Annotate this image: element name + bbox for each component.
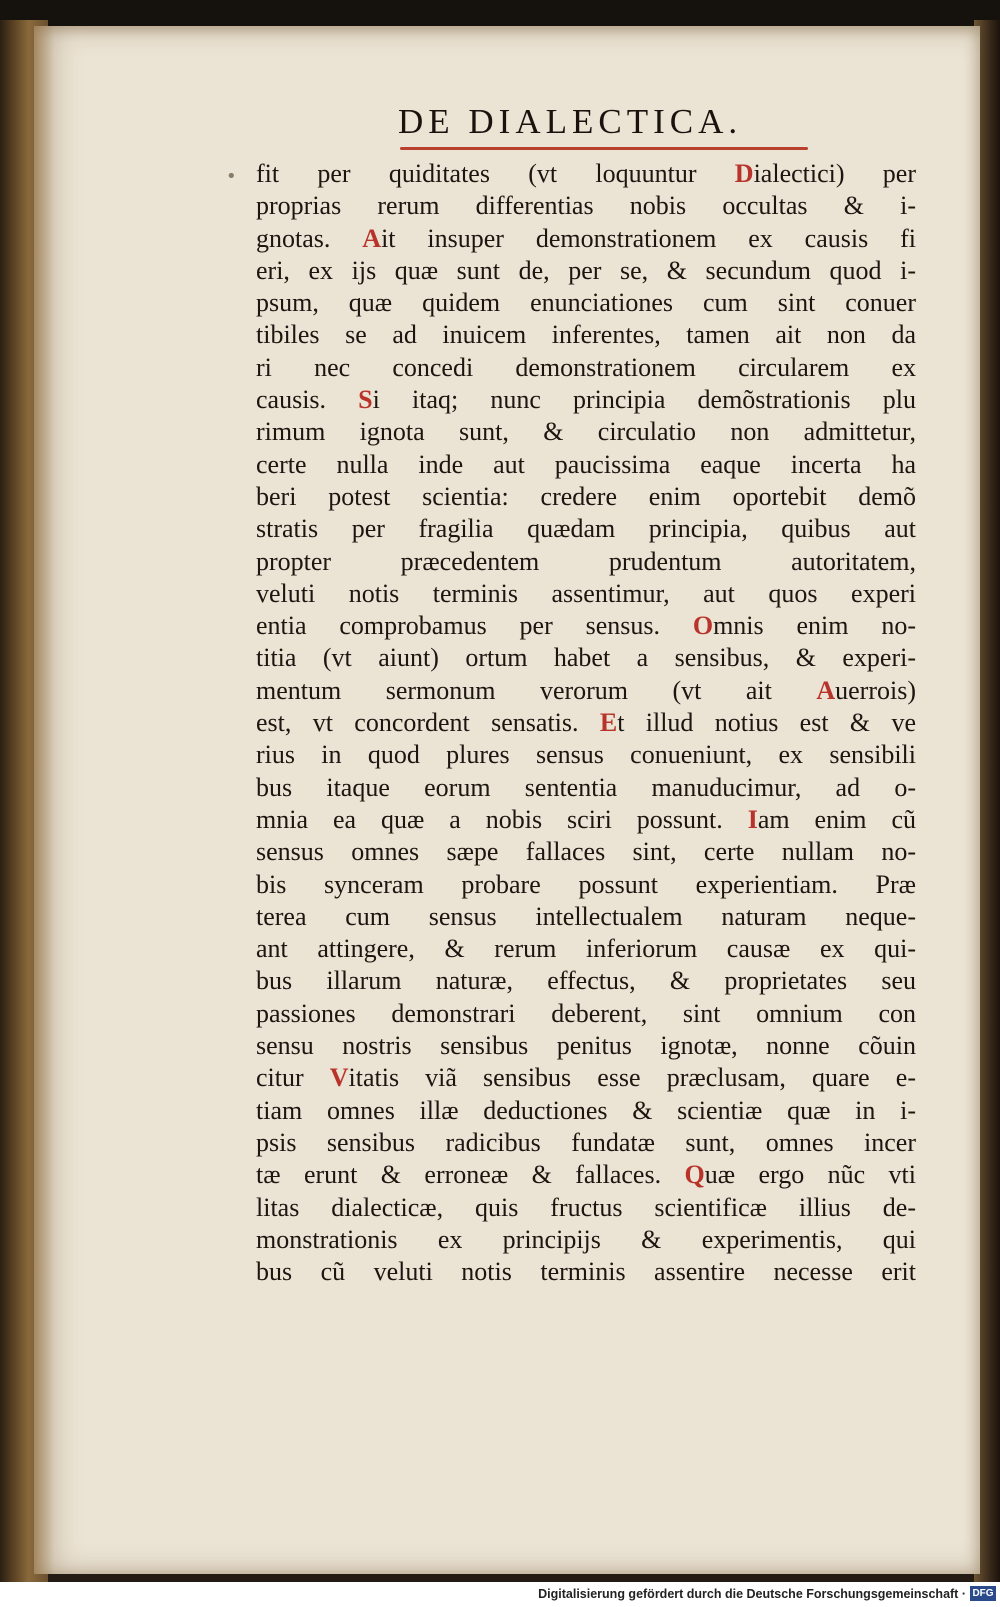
text-run: rius in quod plures sensus conueniunt, ex sensibili — [256, 740, 916, 770]
text-run: litas dialecticæ, quis fructus scientificæ illius de- — [256, 1192, 916, 1222]
page-gutter-shadow — [34, 26, 54, 1574]
text-line — [256, 513, 916, 545]
text-line — [256, 998, 916, 1030]
rubricated-initial: O — [692, 611, 714, 641]
text-run: citur — [256, 1063, 330, 1093]
margin-mark: • — [226, 166, 237, 187]
text-run: mnis enim no- — [713, 611, 916, 641]
running-head-underline — [400, 147, 808, 150]
text-run: tæ erunt & erroneæ & fallaces. — [256, 1160, 685, 1190]
text-run: beri potest scientia: credere enim oportebit demõ — [256, 481, 916, 511]
text-line — [256, 416, 916, 448]
text-run: it insuper demonstrationem ex causis fi — [381, 223, 916, 253]
text-run: est, vt concordent sensatis. — [256, 708, 600, 738]
text-run: sensus omnes sæpe fallaces sint, certe nullam no- — [256, 837, 916, 867]
text-run: psis sensibus radicibus fundatæ sunt, omnes incer — [256, 1127, 916, 1157]
text-run: psum, quæ quidem enunciationes cum sint conuer — [256, 288, 916, 318]
rubricated-initial: A — [362, 223, 382, 253]
text-run: itatis viã sensibus esse præclusam, quare e- — [348, 1063, 916, 1093]
text-line — [256, 578, 916, 610]
text-line — [256, 1095, 916, 1127]
running-head: DE DIALECTICA. — [398, 102, 743, 141]
text-run: t illud notius est & ve — [617, 708, 916, 738]
text-run: sensu nostris sensibus penitus ignotæ, nonne cõuin — [256, 1031, 916, 1061]
scan-top-edge — [0, 0, 1000, 26]
text-run: fit per quiditates (vt loquuntur — [256, 159, 735, 188]
text-run: propter præcedentem prudentum autoritatem, — [256, 546, 916, 576]
text-run: titia (vt aiunt) ortum habet a sensibus, & experi- — [256, 643, 916, 673]
text-line — [256, 481, 916, 513]
text-run: am enim cũ — [757, 804, 916, 834]
text-line — [256, 772, 916, 804]
text-run: terea cum sensus intellectualem naturam neque- — [256, 901, 916, 931]
text-line — [256, 319, 916, 351]
text-line — [256, 384, 916, 416]
text-line — [256, 158, 916, 190]
text-run: bus itaque eorum sententia manuducimur, ad o- — [256, 772, 916, 802]
text-line — [256, 933, 916, 965]
text-run: i itaq; nunc principia demõstrationis plu — [372, 385, 916, 415]
text-line — [256, 223, 916, 255]
text-line — [256, 804, 916, 836]
text-run: ri nec concedi demonstrationem circularem ex — [256, 352, 916, 382]
text-run: uerrois) — [835, 675, 916, 705]
text-line — [256, 546, 916, 578]
text-line — [256, 1224, 916, 1256]
text-line — [256, 287, 916, 319]
dfg-logo: DFG — [970, 1586, 996, 1601]
text-line — [256, 901, 916, 933]
text-line — [256, 1062, 916, 1094]
text-line — [256, 836, 916, 868]
rubricated-initial: V — [329, 1063, 349, 1093]
text-line — [256, 642, 916, 674]
text-run: certe nulla inde aut paucissima eaque incerta ha — [256, 449, 916, 479]
text-line — [256, 1159, 916, 1191]
text-run: veluti notis terminis assentimur, aut quos experi — [256, 578, 916, 608]
text-run: monstrationis ex principijs & experimentis, qui — [256, 1224, 916, 1254]
text-run: passiones demonstrari deberent, sint omnium con — [256, 998, 916, 1028]
text-run: stratis per fragilia quædam principia, quibus aut — [256, 514, 916, 544]
text-run: rimum ignota sunt, & circulatio non admittetur, — [256, 417, 916, 447]
rubricated-initial: D — [734, 159, 754, 188]
text-line — [256, 965, 916, 997]
text-line — [256, 449, 916, 481]
text-run: proprias rerum differentias nobis occultas & i- — [256, 191, 916, 221]
rubricated-initial: E — [599, 708, 618, 738]
text-run: mentum sermonum verorum (vt ait — [256, 675, 817, 705]
text-run: ant attingere, & rerum inferiorum causæ ex qui- — [256, 934, 916, 964]
text-line — [256, 739, 916, 771]
text-run: bus illarum naturæ, effectus, & proprietates seu — [256, 966, 916, 996]
funding-credit: Digitalisierung gefördert durch die Deutsche Forschungsgemeinschaft · — [538, 1587, 966, 1601]
rubricated-initial: S — [358, 385, 373, 415]
text-line — [256, 869, 916, 901]
text-line — [256, 1192, 916, 1224]
text-run: causis. — [256, 385, 359, 415]
text-run: entia comprobamus per sensus. — [256, 611, 693, 641]
text-run: gnotas. — [256, 223, 363, 253]
text-line — [256, 255, 916, 287]
text-run: uæ ergo nũc vti — [704, 1160, 916, 1190]
text-run: mnia ea quæ a nobis sciri possunt. — [256, 804, 748, 834]
rubricated-initial: Q — [684, 1160, 705, 1190]
text-line — [256, 1127, 916, 1159]
body-text-block — [256, 158, 916, 1288]
text-line — [256, 1030, 916, 1062]
text-run: bis synceram probare possunt experientiam. Præ — [256, 869, 916, 899]
text-line — [256, 675, 916, 707]
text-line — [256, 352, 916, 384]
text-run: ialectici) per — [753, 159, 916, 188]
text-run: tibiles se ad inuicem inferentes, tamen ait non da — [256, 320, 916, 350]
footer-bar — [0, 1582, 1000, 1607]
rubricated-initial: A — [816, 675, 836, 705]
text-line — [256, 707, 916, 739]
text-run: eri, ex ijs quæ sunt de, per se, & secundum quod i- — [256, 255, 916, 285]
text-line — [256, 1256, 916, 1288]
text-run: bus cũ veluti notis terminis assentire necesse erit — [256, 1257, 916, 1287]
text-line — [256, 610, 916, 642]
text-run: tiam omnes illæ deductiones & scientiæ quæ in i- — [256, 1095, 916, 1125]
text-line — [256, 190, 916, 222]
rubricated-initial: I — [747, 804, 758, 834]
